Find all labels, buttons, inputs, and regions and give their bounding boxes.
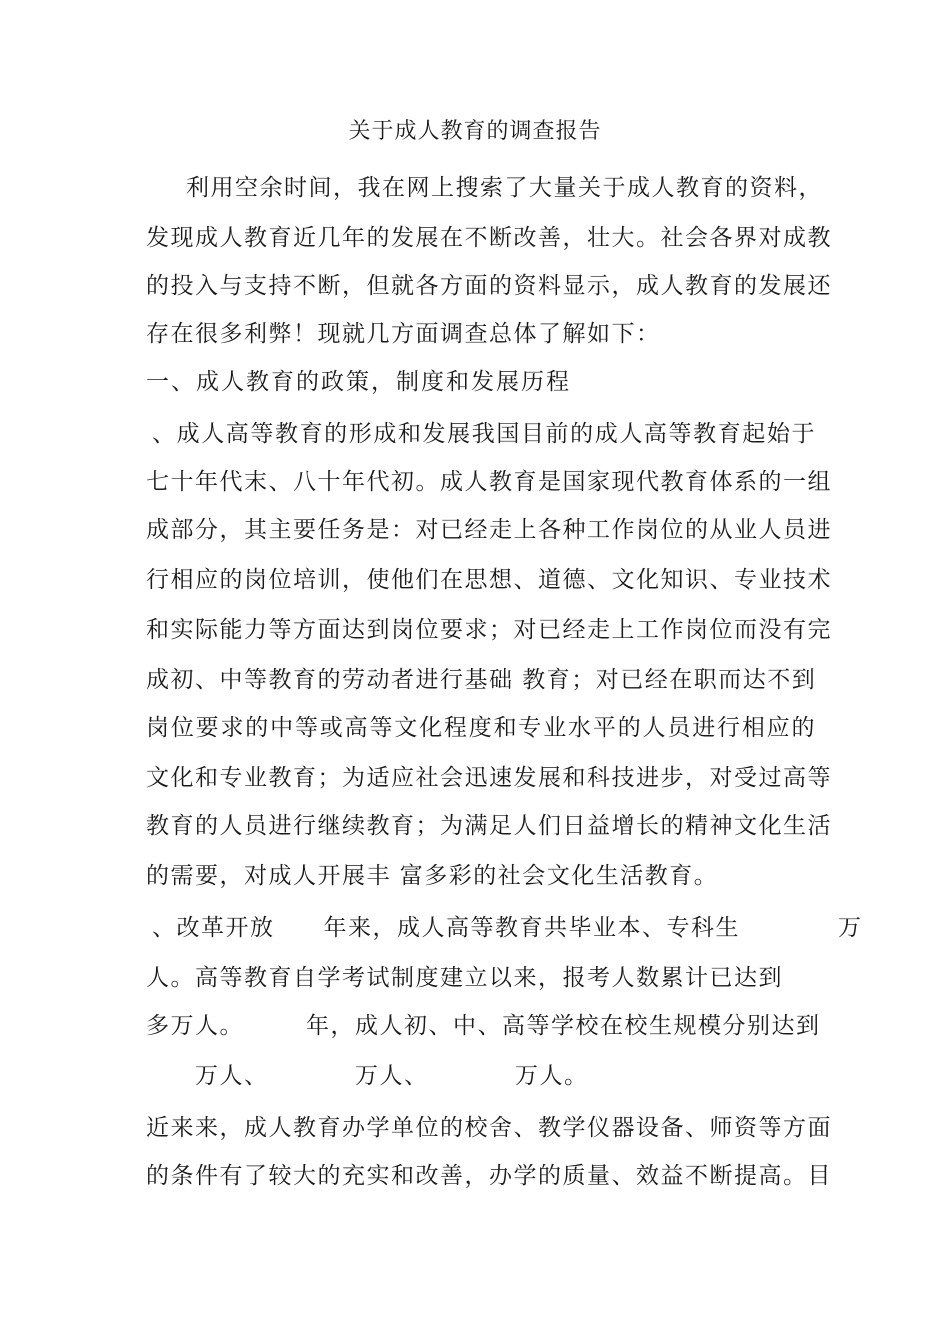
paragraph-line: 教育的人员进行继续教育；为满足人们日益增长的精神文化生活 xyxy=(146,813,832,839)
paragraph-line: 成部分，其主要任务是：对已经走上各种工作岗位的从业人员进 xyxy=(146,517,832,543)
paragraph-line: 近来来，成人教育办学单位的校舍、教学仪器设备、师资等方面 xyxy=(146,1115,832,1141)
paragraph-line: 人。高等教育自学考试制度建立以来，报考人数累计已达到 xyxy=(146,965,783,991)
paragraph-line: 行相应的岗位培训，使他们在思想、道德、文化知识、专业技术 xyxy=(146,567,832,593)
section-heading: 一、成人教育的政策，制度和发展历程 xyxy=(146,369,571,395)
paragraph-line: 文化和专业教育；为适应社会迅速发展和科技进步，对受过高等 xyxy=(146,765,832,791)
paragraph-line: 岗位要求的中等或高等文化程度和专业水平的人员进行相应的 xyxy=(146,715,816,741)
paragraph-line: 万人、 万人、 万人。 xyxy=(146,1063,589,1089)
paragraph-line: 的条件有了较大的充实和改善，办学的质量、效益不断提高。目 xyxy=(146,1163,832,1189)
paragraph-line: 七十年代末、八十年代初。成人教育是国家现代教育体系的一组 xyxy=(146,469,832,495)
paragraph-line: 、改革开放 年来，成人高等教育共毕业本、专科生 万 xyxy=(152,915,863,941)
paragraph-line: 多万人。 年，成人初、中、高等学校在校生规模分别达到 xyxy=(146,1013,821,1039)
paragraph-line: 和实际能力等方面达到岗位要求；对已经走上工作岗位而没有完 xyxy=(146,617,832,643)
document-title: 关于成人教育的调查报告 xyxy=(348,119,602,144)
paragraph-line: 、成人高等教育的形成和发展我国目前的成人高等教育起始于 xyxy=(152,421,816,447)
paragraph-line: 发现成人教育近几年的发展在不断改善，壮大。社会各界对成教 xyxy=(146,225,832,251)
paragraph-line: 的投入与支持不断，但就各方面的资料显示，成人教育的发展还 xyxy=(146,273,832,299)
paragraph-line: 利用空余时间，我在网上搜索了大量关于成人教育的资料， xyxy=(186,175,823,201)
paragraph-line: 成初、中等教育的劳动者进行基础 教育；对已经在职而达不到 xyxy=(146,667,817,693)
paragraph-line: 存在很多利弊！现就几方面调查总体了解如下： xyxy=(146,321,661,347)
paragraph-line: 的需要，对成人开展丰 富多彩的社会文化生活教育。 xyxy=(146,863,719,889)
